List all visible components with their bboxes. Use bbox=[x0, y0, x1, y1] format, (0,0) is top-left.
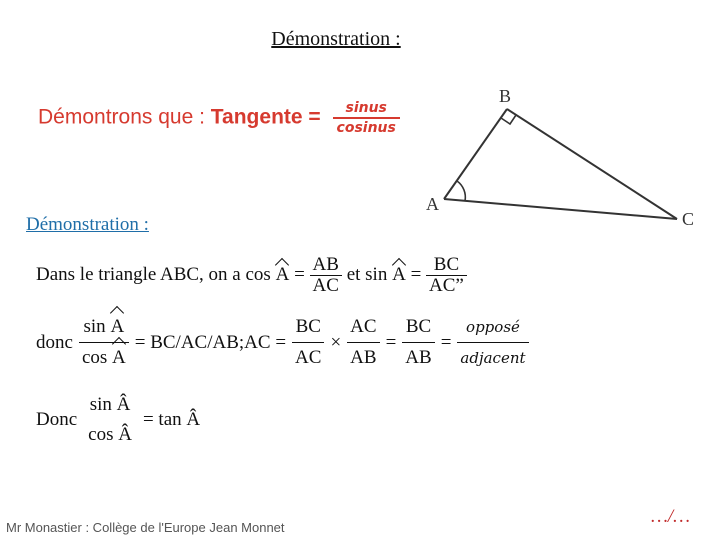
fraction-ab-ac bbox=[310, 255, 342, 296]
section-title: Démonstration : bbox=[26, 214, 149, 235]
fraction-bc-ac bbox=[292, 312, 324, 373]
fraction-numerator bbox=[85, 390, 135, 420]
fraction-sin-over-cos bbox=[79, 312, 129, 373]
footer-continued: …/… bbox=[651, 506, 691, 527]
fraction-denominator bbox=[85, 420, 135, 450]
cos-label: cos bbox=[88, 424, 114, 445]
fraction-denominator: AC bbox=[295, 347, 322, 368]
angle-a-symbol: A bbox=[112, 343, 126, 373]
right-angle-mark bbox=[501, 115, 516, 124]
line1-text-start: Dans le triangle ABC, on a cos bbox=[36, 263, 271, 285]
cos-label: cos bbox=[81, 347, 108, 368]
sin-label: sin bbox=[83, 316, 106, 337]
fraction-denominator: AC bbox=[312, 275, 339, 296]
fraction-oppose-adjacent bbox=[457, 312, 528, 373]
claim-statement bbox=[38, 99, 400, 137]
proof-line-2 bbox=[36, 312, 529, 373]
fraction-numerator: opposé bbox=[457, 312, 528, 343]
vertex-b-label: B bbox=[499, 86, 512, 106]
proof-line-3 bbox=[36, 390, 200, 450]
angle-a-symbol: Â bbox=[116, 394, 131, 415]
line3-tail: = tan Â bbox=[142, 409, 201, 430]
claim-equals: = bbox=[308, 105, 321, 129]
fraction-bc-ac bbox=[426, 255, 467, 296]
angle-a-symbol: A bbox=[275, 263, 290, 285]
line3-lead: Donc bbox=[36, 409, 78, 430]
right-triangle-figure bbox=[412, 84, 712, 234]
claim-numerator: sinus bbox=[333, 99, 400, 119]
times-sign: × bbox=[330, 331, 342, 353]
fraction-bc-ab bbox=[402, 312, 434, 373]
claim-denominator: cosinus bbox=[336, 120, 396, 136]
angle-a-symbol: A bbox=[392, 263, 406, 285]
slide-title: Démonstration : bbox=[271, 28, 401, 50]
equals-sign: = bbox=[294, 263, 305, 285]
fraction-numerator: AC bbox=[347, 312, 379, 343]
fraction-numerator: BC bbox=[292, 312, 324, 343]
fraction-denominator: AB bbox=[350, 347, 377, 368]
line2-lead: donc bbox=[36, 331, 73, 353]
equals-sign: = bbox=[410, 263, 422, 285]
line1-text-sin: et sin bbox=[346, 263, 388, 285]
angle-a-symbol: A bbox=[110, 312, 124, 342]
equals-sign: = bbox=[385, 331, 397, 353]
fraction-ac-ab bbox=[347, 312, 379, 373]
vertex-c-label: C bbox=[682, 209, 695, 229]
claim-prefix: Démontrons que : bbox=[38, 105, 205, 129]
vertex-a-label: A bbox=[426, 194, 439, 214]
proof-line-1 bbox=[36, 255, 467, 296]
fraction-numerator: AB bbox=[310, 255, 342, 276]
fraction-numerator: BC bbox=[426, 255, 467, 276]
fraction-denominator: AB bbox=[405, 347, 432, 368]
side-bc bbox=[507, 109, 677, 219]
fraction-numerator: BC bbox=[402, 312, 434, 343]
fraction-sin-cos-hat bbox=[85, 390, 135, 450]
equals-sign: = bbox=[440, 331, 452, 353]
claim-bold-term: Tangente bbox=[210, 105, 303, 129]
claim-fraction bbox=[333, 99, 400, 137]
angle-a-arc bbox=[457, 181, 465, 201]
side-ab bbox=[444, 109, 507, 199]
footer-author: Mr Monastier : Collège de l'Europe Jean Monnet bbox=[6, 520, 285, 535]
angle-a-symbol: Â bbox=[118, 424, 132, 445]
line2-middle-text: = BC/AC/AB;AC = bbox=[134, 331, 287, 353]
fraction-denominator: adjacent bbox=[460, 349, 526, 367]
side-ac bbox=[444, 199, 677, 219]
sin-label: sin bbox=[89, 394, 112, 415]
fraction-denominator: AC” bbox=[429, 275, 464, 296]
fraction-denominator bbox=[79, 343, 129, 373]
